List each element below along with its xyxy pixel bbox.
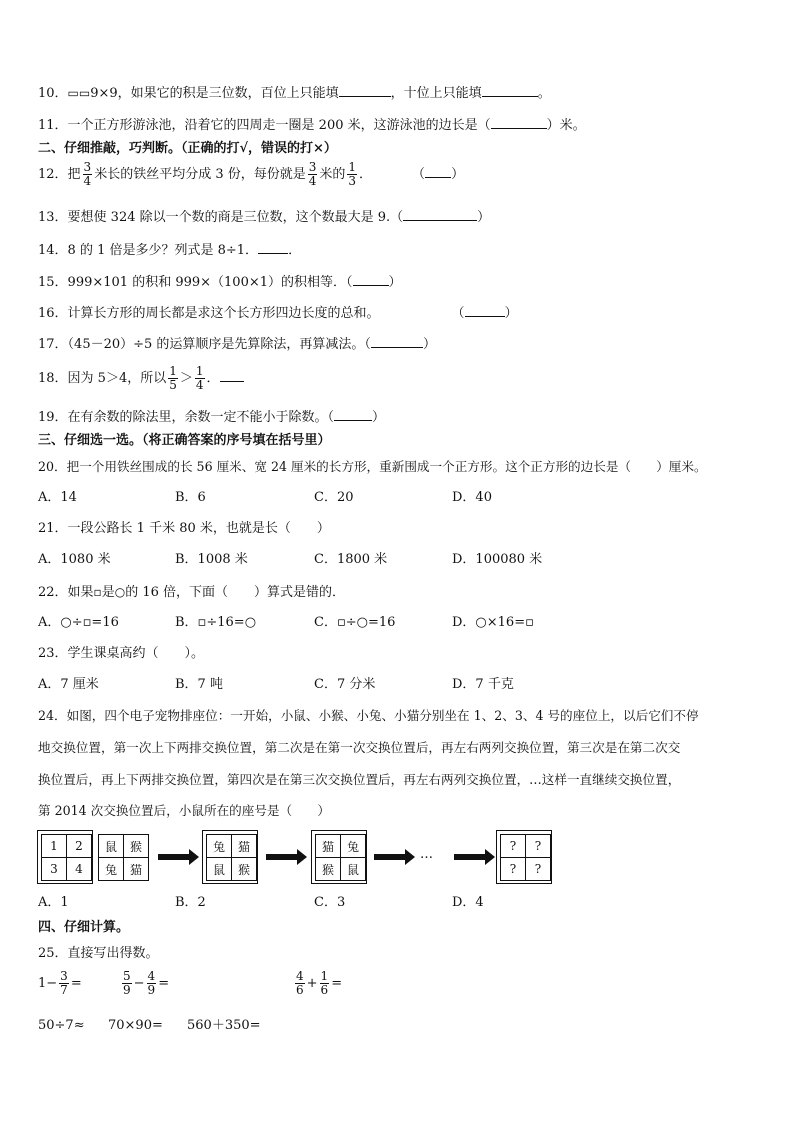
answer-blank[interactable] xyxy=(482,82,538,97)
option-d[interactable]: D．○×16=▫ xyxy=(452,615,534,630)
option-c[interactable]: C．3 xyxy=(314,895,346,910)
expression-5: 70×90= xyxy=(108,1018,163,1033)
question-24-line-3: 换位置后，再上下两排交换位置，第四次是在第三次交换位置后，再左右两列交换位置，…这样一直继续交换位置， xyxy=(38,772,681,787)
option-b[interactable]: B．▫÷16=○ xyxy=(175,615,257,630)
option-b[interactable]: B．2 xyxy=(175,895,206,910)
fraction: $\frac{3}{4}$ xyxy=(308,160,317,188)
square-icon: ▫ xyxy=(93,585,102,599)
option-a[interactable]: A．14 xyxy=(38,490,77,505)
arrow-right-icon xyxy=(266,854,298,860)
option-c[interactable]: C．1800 米 xyxy=(314,552,388,567)
option-d[interactable]: D．40 xyxy=(452,490,492,505)
answer-blank[interactable] xyxy=(353,271,389,286)
section-2-title: 二、仔细推敲，巧判断。（正确的打√，错误的打×） xyxy=(38,141,337,156)
question-17: 17．（45－20）÷5 的运算顺序是先算除法，再算减法。（ ） xyxy=(38,333,436,354)
question-21: 21．一段公路长 1 千米 80 米，也就是长（ ） xyxy=(38,521,330,536)
expression-3: $\frac{4}{6}$ + $\frac{1}{6}$ = xyxy=(296,969,343,997)
grid-step2: 猫 兔 猴 鼠 xyxy=(315,834,366,881)
option-b[interactable]: B．1008 米 xyxy=(175,552,248,567)
question-13: 13．要想使 324 除以一个数的商是三位数，这个数最大是 9.（ ） xyxy=(38,206,490,227)
option-d[interactable]: D．4 xyxy=(452,895,484,910)
option-b[interactable]: B．7 吨 xyxy=(175,677,223,692)
option-a[interactable]: A．1080 米 xyxy=(38,552,111,567)
option-a[interactable]: A．○÷▫=16 xyxy=(38,615,119,630)
question-20: 20．把一个用铁丝围成的长 56 厘米、宽 24 厘米的长方形，重新围成一个正方形。这个正方形的边长是（ ）厘米。 xyxy=(38,459,707,474)
answer-blank[interactable] xyxy=(403,206,477,221)
circle-icon: ○ xyxy=(114,585,126,599)
question-10: 10．▭▭9×9，如果它的积是三位数，百位上只能填 ，十位上只能填 。 xyxy=(38,82,551,103)
question-15: 15．999×101 的积和 999×（100×1）的积相等．（ ） xyxy=(38,271,402,292)
question-24-line-1: 24．如图，四个电子宠物排座位：一开始，小鼠、小猴、小兔、小猫分别坐在 1、2、3、4 号的座位上，以后它们不停 xyxy=(38,708,699,723)
option-c[interactable]: C．20 xyxy=(314,490,354,505)
answer-blank[interactable] xyxy=(258,239,288,254)
option-d[interactable]: D．100080 米 xyxy=(452,552,543,567)
option-b[interactable]: B．6 xyxy=(175,490,206,505)
question-24-line-2: 地交换位置，第一次上下两排交换位置，第二次是在第一次交换位置后，再左右两列交换位置，第三次是在第二次交 xyxy=(38,740,681,755)
fraction: $\frac{1}{4}$ xyxy=(195,364,204,392)
question-18: 18．因为 5＞4，所以 $\frac{1}{5}$ ＞ $\frac{1}{4}$ ． xyxy=(38,365,244,392)
fraction: $\frac{1}{3}$ xyxy=(348,160,357,188)
arrow-right-icon xyxy=(158,854,190,860)
question-14: 14．8 的 1 倍是多少？列式是 8÷1． ． xyxy=(38,239,301,260)
q10-number: 10． xyxy=(38,86,68,101)
answer-blank[interactable] xyxy=(334,406,372,421)
fraction: $\frac{3}{4}$ xyxy=(83,160,92,188)
expression-1: 1− $\frac{3}{7}$ = xyxy=(38,969,82,997)
box-symbol-icon: ▭▭ xyxy=(67,86,91,100)
question-19: 19．在有余数的除法里，余数一定不能小于除数。（ ） xyxy=(38,406,385,427)
arrow-right-icon xyxy=(374,854,406,860)
answer-blank[interactable] xyxy=(465,302,505,317)
grid-unknown: ? ? ? ? xyxy=(500,834,551,881)
section-4-title: 四、仔细计算。 xyxy=(38,920,130,935)
question-12: 12．把 $\frac{3}{4}$ 米长的铁丝平均分成 3 份，每份就是 $\frac{3}{4}$ 米的 $\frac{1}{3}$ ． （ ） xyxy=(38,160,465,188)
option-a[interactable]: A．7 厘米 xyxy=(38,677,99,692)
expression-4: 50÷7≈ xyxy=(38,1018,85,1033)
option-d[interactable]: D．7 千克 xyxy=(452,677,514,692)
answer-blank[interactable] xyxy=(220,367,244,382)
fraction: $\frac{1}{5}$ xyxy=(169,364,177,392)
seat-number-grid: 1 2 3 4 xyxy=(41,834,92,881)
answer-blank[interactable] xyxy=(371,333,423,348)
question-24-line-4: 第 2014 次交换位置后，小鼠所在的座号是（ ） xyxy=(38,803,330,818)
question-25: 25．直接写出得数。 xyxy=(38,946,159,961)
question-11: 11．一个正方形游泳池，沿着它的四周走一圈是 200 米，这游泳池的边长是（ ）米。 xyxy=(38,114,586,135)
grid-step1: 兔 猫 鼠 猴 xyxy=(206,834,257,881)
option-a[interactable]: A．1 xyxy=(38,895,69,910)
answer-blank[interactable] xyxy=(339,82,391,97)
option-c[interactable]: C．▫÷○=16 xyxy=(314,615,396,630)
question-23: 23．学生课桌高约（ ）。 xyxy=(38,646,205,661)
grid-start: 鼠 猴 兔 猫 xyxy=(98,834,149,881)
question-16: 16．计算长方形的周长都是求这个长方形四边长度的总和。 （ ） xyxy=(38,302,518,323)
arrow-right-icon xyxy=(454,854,486,860)
option-c[interactable]: C．7 分米 xyxy=(314,677,376,692)
ellipsis: … xyxy=(420,847,433,862)
answer-blank[interactable] xyxy=(425,163,451,178)
answer-blank[interactable] xyxy=(491,114,547,129)
section-3-title: 三、仔细选一选。（将正确答案的序号填在括号里） xyxy=(38,433,331,448)
question-22: 22．如果▫是○的 16 倍，下面（ ）算式是错的． xyxy=(38,585,345,600)
expression-2: $\frac{5}{9}$ − $\frac{4}{9}$ = xyxy=(123,969,170,997)
expression-6: 560＋350= xyxy=(187,1018,261,1033)
